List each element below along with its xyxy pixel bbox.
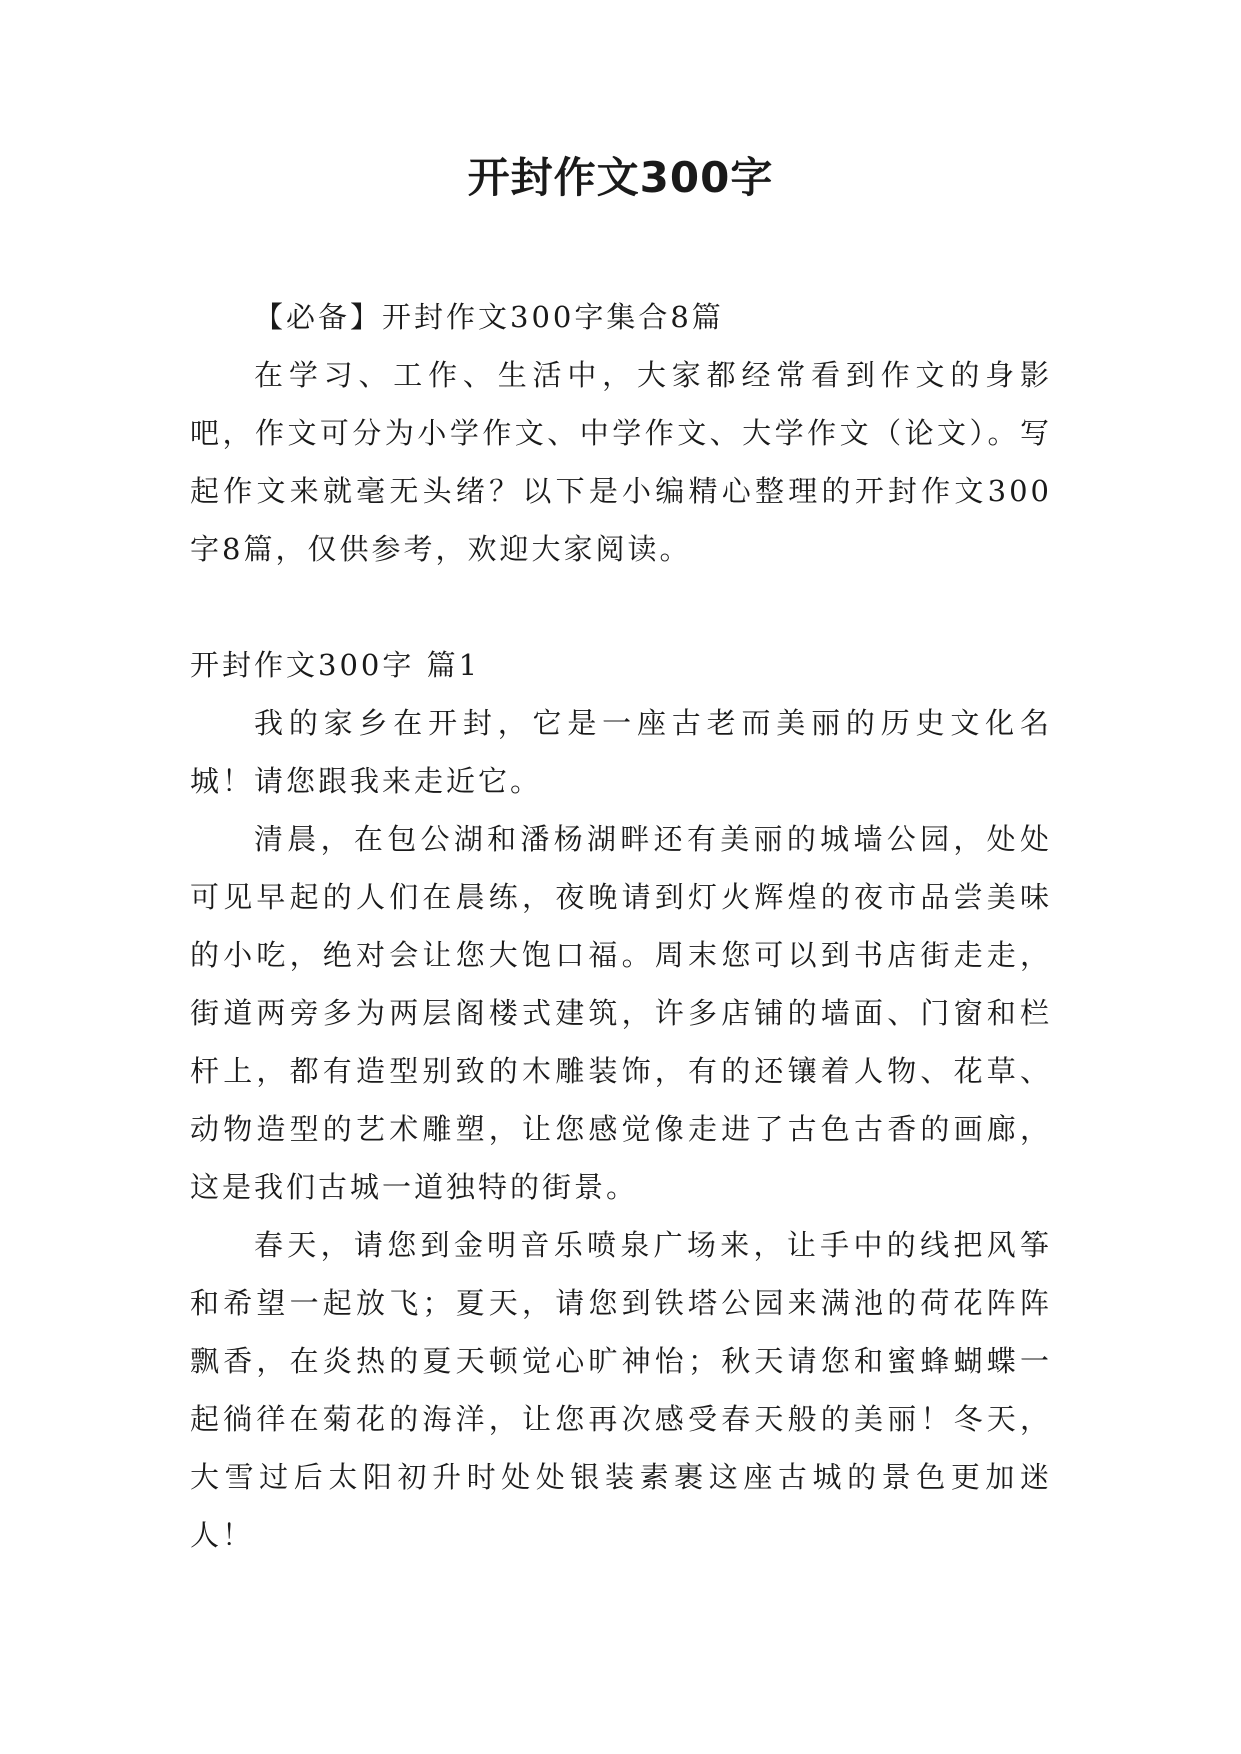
body-paragraph: 清晨，在包公湖和潘杨湖畔还有美丽的城墙公园，处处可见早起的人们在晨练，夜晚请到灯火辉煌的夜市品尝美味的小吃，绝对会让您大饱口福。周末您可以到书店街走走，街道两旁多为两层阁楼式建筑，许多店铺的墙面、门窗和栏杆上，都有造型别致的木雕装饰，有的还镶着人物、花草、动物造型的艺术雕塑，让您感觉像走进了古色古香的画廊，这是我们古城一道独特的街景。 — [190, 822, 1052, 1204]
document-body — [190, 288, 1052, 1564]
document-title: 开封作文300字 — [467, 153, 774, 202]
document-subtitle: 【必备】开封作文300字集合8篇 — [254, 300, 724, 334]
section-spacer — [190, 578, 1052, 636]
body-paragraph: 春天，请您到金明音乐喷泉广场来，让手中的线把风筝和希望一起放飞；夏天，请您到铁塔公园来满池的荷花阵阵飘香，在炎热的夏天顿觉心旷神怡；秋天请您和蜜蜂蝴蝶一起徜徉在菊花的海洋，让您再次感受春天般的美丽！冬天，大雪过后太阳初升时处处银装素裹这座古城的景色更加迷人！ — [190, 1228, 1052, 1552]
body-paragraph: 我的家乡在开封，它是一座古老而美丽的历史文化名城！请您跟我来走近它。 — [190, 706, 1052, 798]
intro-paragraph: 在学习、工作、生活中，大家都经常看到作文的身影吧，作文可分为小学作文、中学作文、大学作文（论文）。写起作文来就毫无头绪？以下是小编精心整理的开封作文300字8篇，仅供参考，欢迎大家阅读。 — [190, 358, 1052, 566]
section-heading: 开封作文300字 篇1 — [190, 648, 481, 682]
